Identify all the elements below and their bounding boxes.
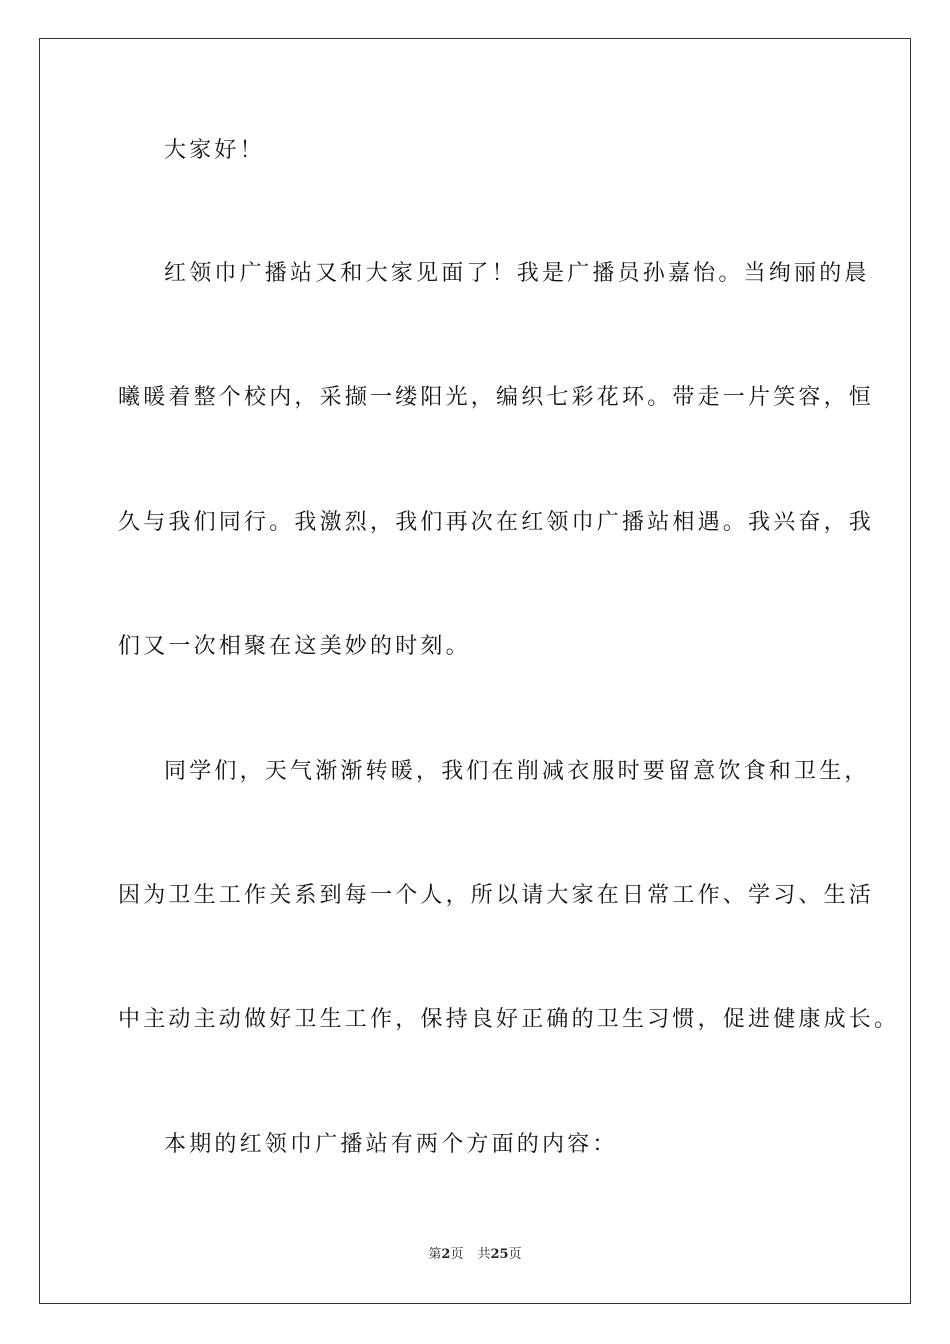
page-suffix: 页 bbox=[450, 1247, 464, 1262]
paragraph-line: 久与我们同行。我激烈，我们再次在红领巾广播站相遇。我兴奋，我 bbox=[118, 510, 875, 535]
paragraph-line: 中主动主动做好卫生工作，保持良好正确的卫生习惯，促进健康成长。 bbox=[118, 1007, 900, 1032]
page-prefix: 第 bbox=[428, 1247, 442, 1262]
page-number: 2 bbox=[441, 1247, 451, 1262]
page-footer bbox=[0, 1246, 950, 1264]
paragraph-line: 因为卫生工作关系到每一个人，所以请大家在日常工作、学习、生活 bbox=[118, 883, 875, 908]
total-suffix: 页 bbox=[508, 1247, 522, 1262]
paragraph-line: 曦暖着整个校内，采撷一缕阳光，编织七彩花环。带走一片笑容，恒 bbox=[118, 385, 875, 410]
paragraph-line: 本期的红领巾广播站有两个方面的内容： bbox=[164, 1132, 618, 1157]
paragraph-line: 同学们，天气渐渐转暖，我们在削减衣服时要留意饮食和卫生， bbox=[164, 759, 870, 784]
total-pages: 25 bbox=[490, 1247, 509, 1262]
paragraph-line: 们又一次相聚在这美妙的时刻。 bbox=[118, 634, 471, 659]
paragraph-greeting: 大家好！ bbox=[164, 138, 265, 163]
paragraph-line: 红领巾广播站又和大家见面了！我是广播员孙嘉怡。当绚丽的晨 bbox=[164, 261, 870, 286]
total-prefix: 共 bbox=[477, 1247, 491, 1262]
page-border bbox=[39, 38, 911, 1304]
